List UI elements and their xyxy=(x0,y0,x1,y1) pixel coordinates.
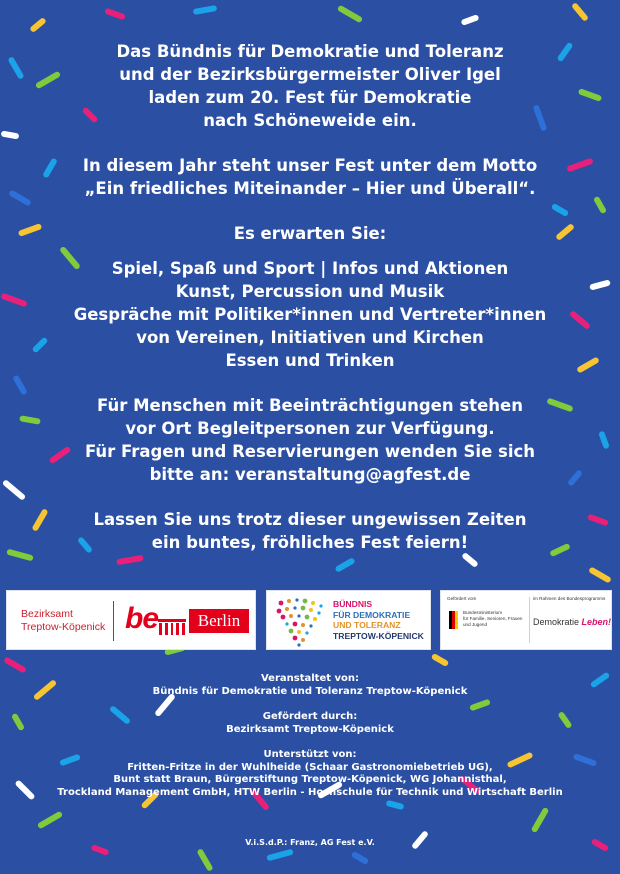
program-paragraph xyxy=(0,222,620,372)
confetti-piece xyxy=(266,849,294,862)
logo-divider xyxy=(113,601,114,641)
logo-dot xyxy=(313,617,317,621)
closing-line: ein buntes, fröhliches Fest feiern! xyxy=(151,533,469,552)
motto-line: In diesem Jahr steht unser Fest unter dem Motto xyxy=(82,156,538,175)
accessibility-line: vor Ort Begleitpersonen zur Verfügung. xyxy=(125,419,495,438)
sponsor-logos xyxy=(0,590,620,652)
logo-dot xyxy=(287,599,291,603)
confetti-piece xyxy=(571,2,589,22)
logo-dot xyxy=(319,604,322,607)
intro-line: nach Schöneweide ein. xyxy=(203,111,417,130)
ministry-name xyxy=(463,610,525,628)
berlin-badge: Berlin xyxy=(189,609,249,633)
confetti-piece xyxy=(431,653,450,667)
logo-dot xyxy=(301,638,305,642)
logo-dot xyxy=(297,614,300,617)
logo-dot xyxy=(277,609,282,614)
buendnis-line: FÜR DEMOKRATIE xyxy=(333,609,411,620)
bezirksamt-name xyxy=(21,608,105,634)
organizer-block xyxy=(0,673,620,698)
intro-paragraph xyxy=(0,40,620,132)
logo-dot xyxy=(293,606,296,609)
federal-eagle-icon xyxy=(449,611,460,629)
logo-dot xyxy=(297,630,301,634)
buendnis-line: TREPTOW-KÖPENICK xyxy=(333,630,424,641)
support-block xyxy=(0,749,620,799)
invitation-text xyxy=(0,40,620,576)
confetti-piece xyxy=(351,851,370,865)
confetti-piece xyxy=(461,14,480,26)
leben-word: Leben! xyxy=(581,617,612,627)
logo-dot xyxy=(303,599,308,604)
confetti-piece xyxy=(337,5,363,24)
bezirksamt-logo xyxy=(6,590,256,650)
logo-dot xyxy=(281,615,286,620)
funding-block xyxy=(0,711,620,736)
confetti-piece xyxy=(196,848,213,872)
closing-line: Lassen Sie uns trotz dieser ungewissen Zeiten xyxy=(93,510,527,529)
confetti-piece xyxy=(37,811,63,830)
accessibility-paragraph xyxy=(0,394,620,486)
buendnis-line: BÜNDNIS xyxy=(333,599,373,609)
intro-line: und der Bezirksbürgermeister Oliver Igel xyxy=(119,65,501,84)
support-label: Unterstützt von: xyxy=(263,749,357,760)
logo-dot xyxy=(297,643,300,646)
motto-paragraph xyxy=(0,154,620,200)
demokratie-leben-wordmark xyxy=(533,617,611,627)
motto-line: „Ein friedliches Miteinander – Hier und Überall“. xyxy=(84,179,536,198)
intro-line: laden zum 20. Fest für Demokratie xyxy=(148,88,472,107)
accessibility-line: Für Fragen und Reservierungen wenden Sie sich xyxy=(84,442,536,461)
bezirksamt-label: Bezirksamt xyxy=(21,608,73,620)
logo-dot xyxy=(305,631,308,634)
demokratie-word: Demokratie xyxy=(533,617,580,627)
logo-dot xyxy=(305,615,310,620)
ministry-line: für Familie, Senioren, Frauen xyxy=(463,616,523,621)
logo-dot xyxy=(301,623,305,627)
confetti-piece xyxy=(104,8,126,21)
logo-dot xyxy=(317,611,320,614)
logo-dot xyxy=(289,614,293,618)
logo-dot xyxy=(285,622,288,625)
logo-dot xyxy=(285,607,289,611)
program-item: Kunst, Percussion und Musik xyxy=(175,282,445,301)
expect-heading: Es erwarten Sie: xyxy=(233,224,387,243)
ministry-line: und Jugend xyxy=(463,622,488,627)
ministry-line: Bundesministerium xyxy=(463,610,503,615)
confetti-piece xyxy=(193,5,218,15)
intro-line: Das Bündnis für Demokratie und Toleranz xyxy=(116,42,504,61)
funding-label: Gefördert durch: xyxy=(262,711,358,722)
program-label: im Rahmen des Bundesprogramms xyxy=(533,596,606,601)
supporter-line: Fritten-Fritze in der Wuhlheide (Schaar Gastronomiebetrieb UG), xyxy=(127,761,493,773)
accessibility-line: Für Menschen mit Beeinträchtigungen stehen xyxy=(97,396,523,415)
organizer-name: Bündnis für Demokratie und Toleranz Treptow-Köpenick xyxy=(152,685,468,697)
be-berlin-wordmark: be xyxy=(125,602,159,635)
logo-dot xyxy=(293,622,298,627)
logo-dot xyxy=(295,598,298,601)
logo-dot xyxy=(293,636,298,641)
funded-by-label: Gefördert vom xyxy=(447,596,477,601)
buendnis-wordmark xyxy=(333,599,424,641)
supporter-line: Bunt statt Braun, Bürgerstiftung Treptow-Köpenick, WG Johannisthal, xyxy=(113,774,507,785)
program-item: Spiel, Spaß und Sport | Infos und Aktionen xyxy=(111,259,509,278)
credits-section xyxy=(0,673,620,812)
contact-line: bitte an: veranstaltung@agfest.de xyxy=(149,465,471,484)
brandenburg-gate-icon xyxy=(158,619,186,635)
bezirksamt-district: Treptow-Köpenick xyxy=(21,621,106,633)
logo-divider xyxy=(529,597,530,643)
federal-funding-logo xyxy=(440,590,612,650)
logo-dot xyxy=(309,608,313,612)
logo-dot xyxy=(279,601,284,606)
program-item: von Vereinen, Initiativen und Kirchen xyxy=(136,328,484,347)
logo-dot xyxy=(309,624,312,627)
colored-dots-icon xyxy=(271,595,331,647)
visdp-imprint: V.i.S.d.P.: Franz, AG Fest e.V. xyxy=(245,838,375,847)
supporter-line: Trockland Management GmbH, HTW Berlin - Hochschule für Technik und Wirtschaft Berlin xyxy=(57,786,563,798)
logo-dot xyxy=(301,606,306,611)
confetti-piece xyxy=(29,17,47,33)
logo-dot xyxy=(311,601,315,605)
organizer-label: Veranstaltet von: xyxy=(260,673,359,684)
logo-dot xyxy=(289,629,294,634)
buendnis-logo xyxy=(266,590,431,650)
program-item: Gespräche mit Politiker*innen und Vertreter*innen xyxy=(73,305,547,324)
funding-name: Bezirksamt Treptow-Köpenick xyxy=(226,723,394,735)
program-item: Essen und Trinken xyxy=(225,351,395,370)
closing-paragraph xyxy=(0,508,620,554)
buendnis-line: UND TOLERANZ xyxy=(333,620,401,630)
confetti-piece xyxy=(3,656,27,673)
